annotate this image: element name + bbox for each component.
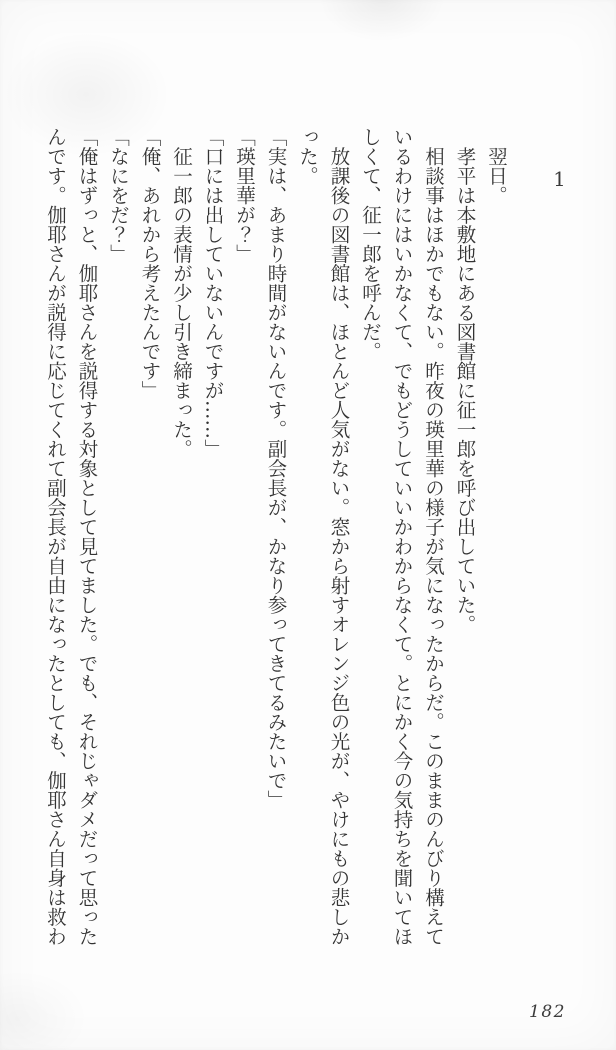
text-line: しくて、征一郎を呼んだ。: [359, 127, 382, 361]
text-line: 「なにをだ？」: [107, 127, 130, 264]
text-line: 「俺、あれから考えたんです」: [138, 127, 162, 400]
section-number: 1: [548, 168, 571, 191]
text-line: 「瑛里華が？」: [233, 127, 256, 264]
text-line: 征一郎の表情が少し引き締まった。: [170, 127, 193, 459]
text-line: いるわけにはいかなくて、でもどうしていいかわからなくて。とにかく今の気持ちを聞いてほ: [390, 127, 414, 946]
page-number: 182: [529, 1002, 566, 1022]
text-line: った。: [296, 127, 319, 186]
text-line: 孝平は本敷地にある図書館に征一郎を呼び出していた。: [453, 127, 477, 634]
text-line: 「俺はずっと、伽耶さんを説得する対象として見てました。でも、それじゃダメだって思った: [75, 127, 99, 946]
text-line: 放課後の図書館は、ほとんど人気がない。窓から射すオレンジ色の光が、やけにもの悲しか: [327, 127, 351, 946]
vertical-text-block: [40, 127, 576, 957]
text-line: 「実は、あまり時間がないんです。副会長が、かなり参ってきてるみたいで」: [264, 127, 288, 810]
text-line: 翌日。: [485, 127, 508, 205]
text-line: 相談事はほかでもない。昨夜の瑛里華の様子が気になったからだ。このままのんびり構えて: [422, 127, 445, 946]
text-line: んです。伽耶さんが説得に応じてくれて副会長が自由になったとしても、伽耶さん自身は救わ: [44, 127, 67, 946]
text-line: 「口には出していないんですが……」: [201, 127, 225, 459]
